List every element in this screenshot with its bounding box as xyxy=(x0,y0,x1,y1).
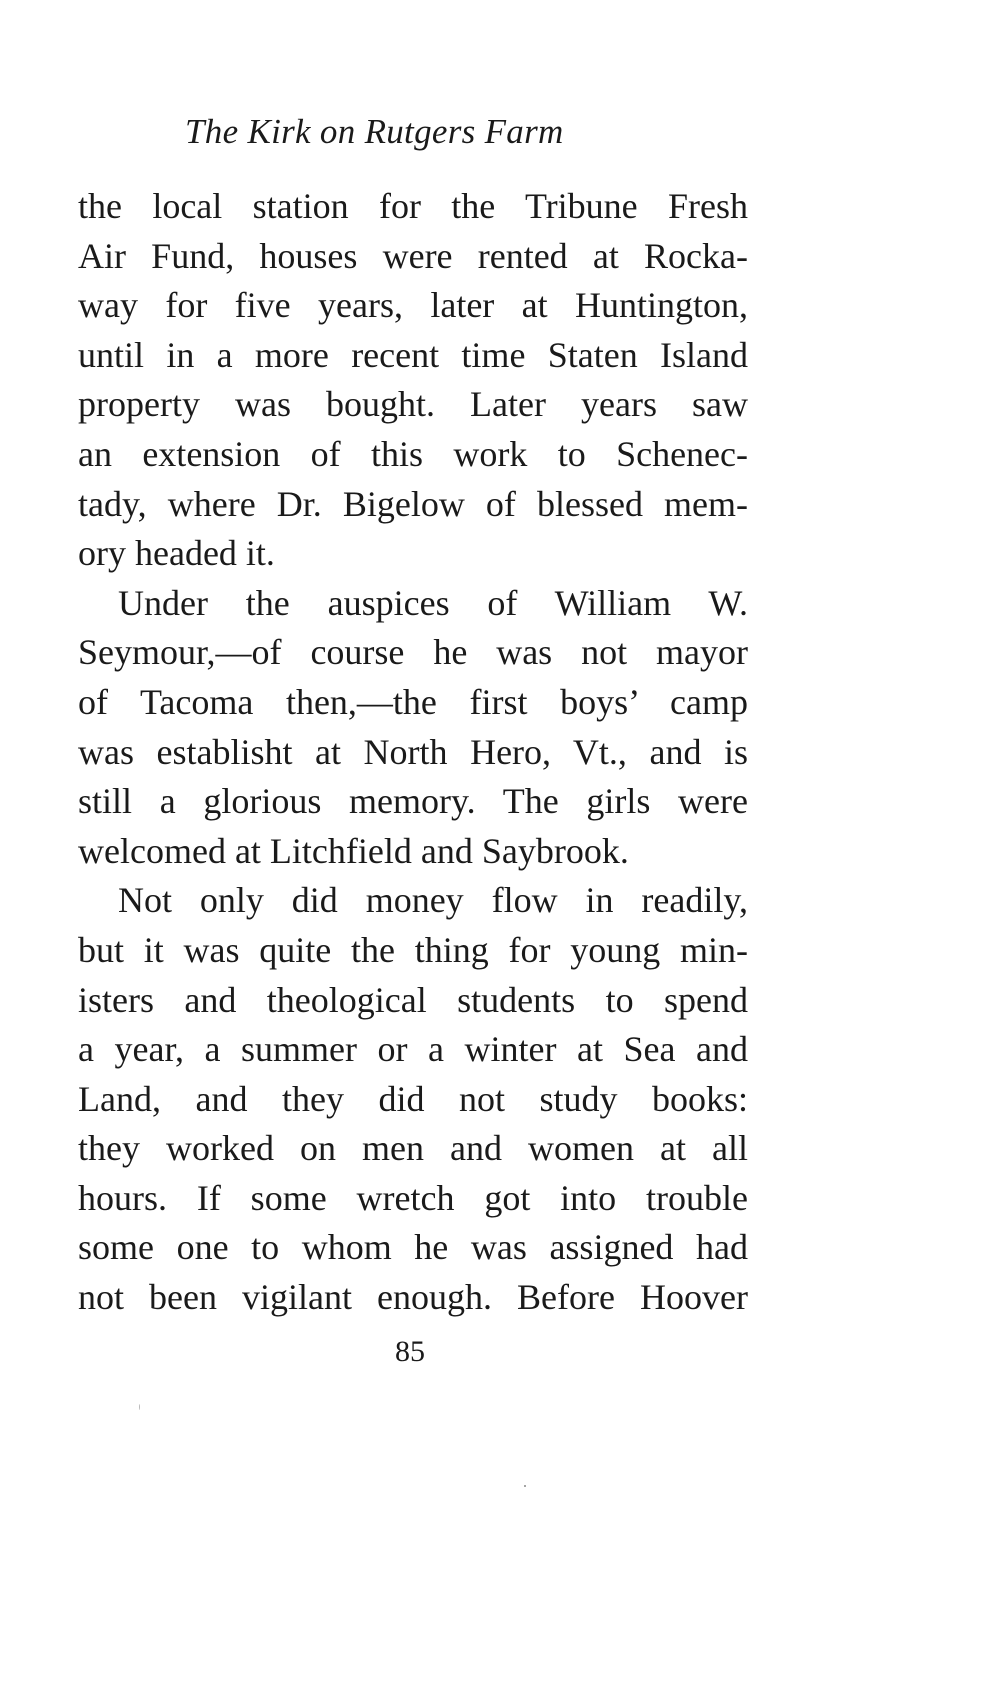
paragraph xyxy=(78,876,748,1322)
text-line: isters and theological students to spend xyxy=(78,979,748,1020)
scan-speck xyxy=(139,1404,140,1410)
text-line: ory headed it. xyxy=(78,533,275,574)
text-line: but it was quite the thing for young min- xyxy=(78,929,748,970)
text-line: some one to whom he was assigned had xyxy=(78,1227,748,1268)
paragraph xyxy=(78,579,748,877)
text-line: hours. If some wretch got into trouble xyxy=(78,1177,748,1218)
scan-speck xyxy=(524,1485,526,1487)
page-number: 85 xyxy=(395,1335,425,1368)
text-line: Under the auspices of William W. xyxy=(118,582,748,623)
text-line: way for five years, later at Huntington, xyxy=(78,285,748,326)
text-line: the local station for the Tribune Fresh xyxy=(78,186,748,226)
text-line: still a glorious memory. The girls were xyxy=(78,781,748,822)
text-line: until in a more recent time Staten Island xyxy=(78,334,748,375)
text-line: property was bought. Later years saw xyxy=(78,384,748,425)
text-line: tady, where Dr. Bigelow of blessed mem- xyxy=(78,483,748,524)
text-line: of Tacoma then,—the first boys’ camp xyxy=(78,681,748,722)
running-head-title: The Kirk on Rutgers Farm xyxy=(185,112,564,151)
text-line: Not only did money flow in readily, xyxy=(118,880,748,921)
text-line: they worked on men and women at all xyxy=(78,1128,748,1169)
text-line: welcomed at Litchfield and Saybrook. xyxy=(78,830,629,871)
text-line: Land, and they did not study books: xyxy=(78,1078,748,1119)
body-text xyxy=(78,182,748,1323)
text-line: an extension of this work to Schenec- xyxy=(78,433,748,474)
text-line: a year, a summer or a winter at Sea and xyxy=(78,1029,748,1070)
paragraph xyxy=(78,182,748,579)
text-line: Air Fund, houses were rented at Rocka- xyxy=(78,235,748,276)
text-line: was establisht at North Hero, Vt., and is xyxy=(78,731,748,772)
text-line: not been vigilant enough. Before Hoover xyxy=(78,1277,748,1318)
text-line: Seymour,—of course he was not mayor xyxy=(78,632,748,673)
